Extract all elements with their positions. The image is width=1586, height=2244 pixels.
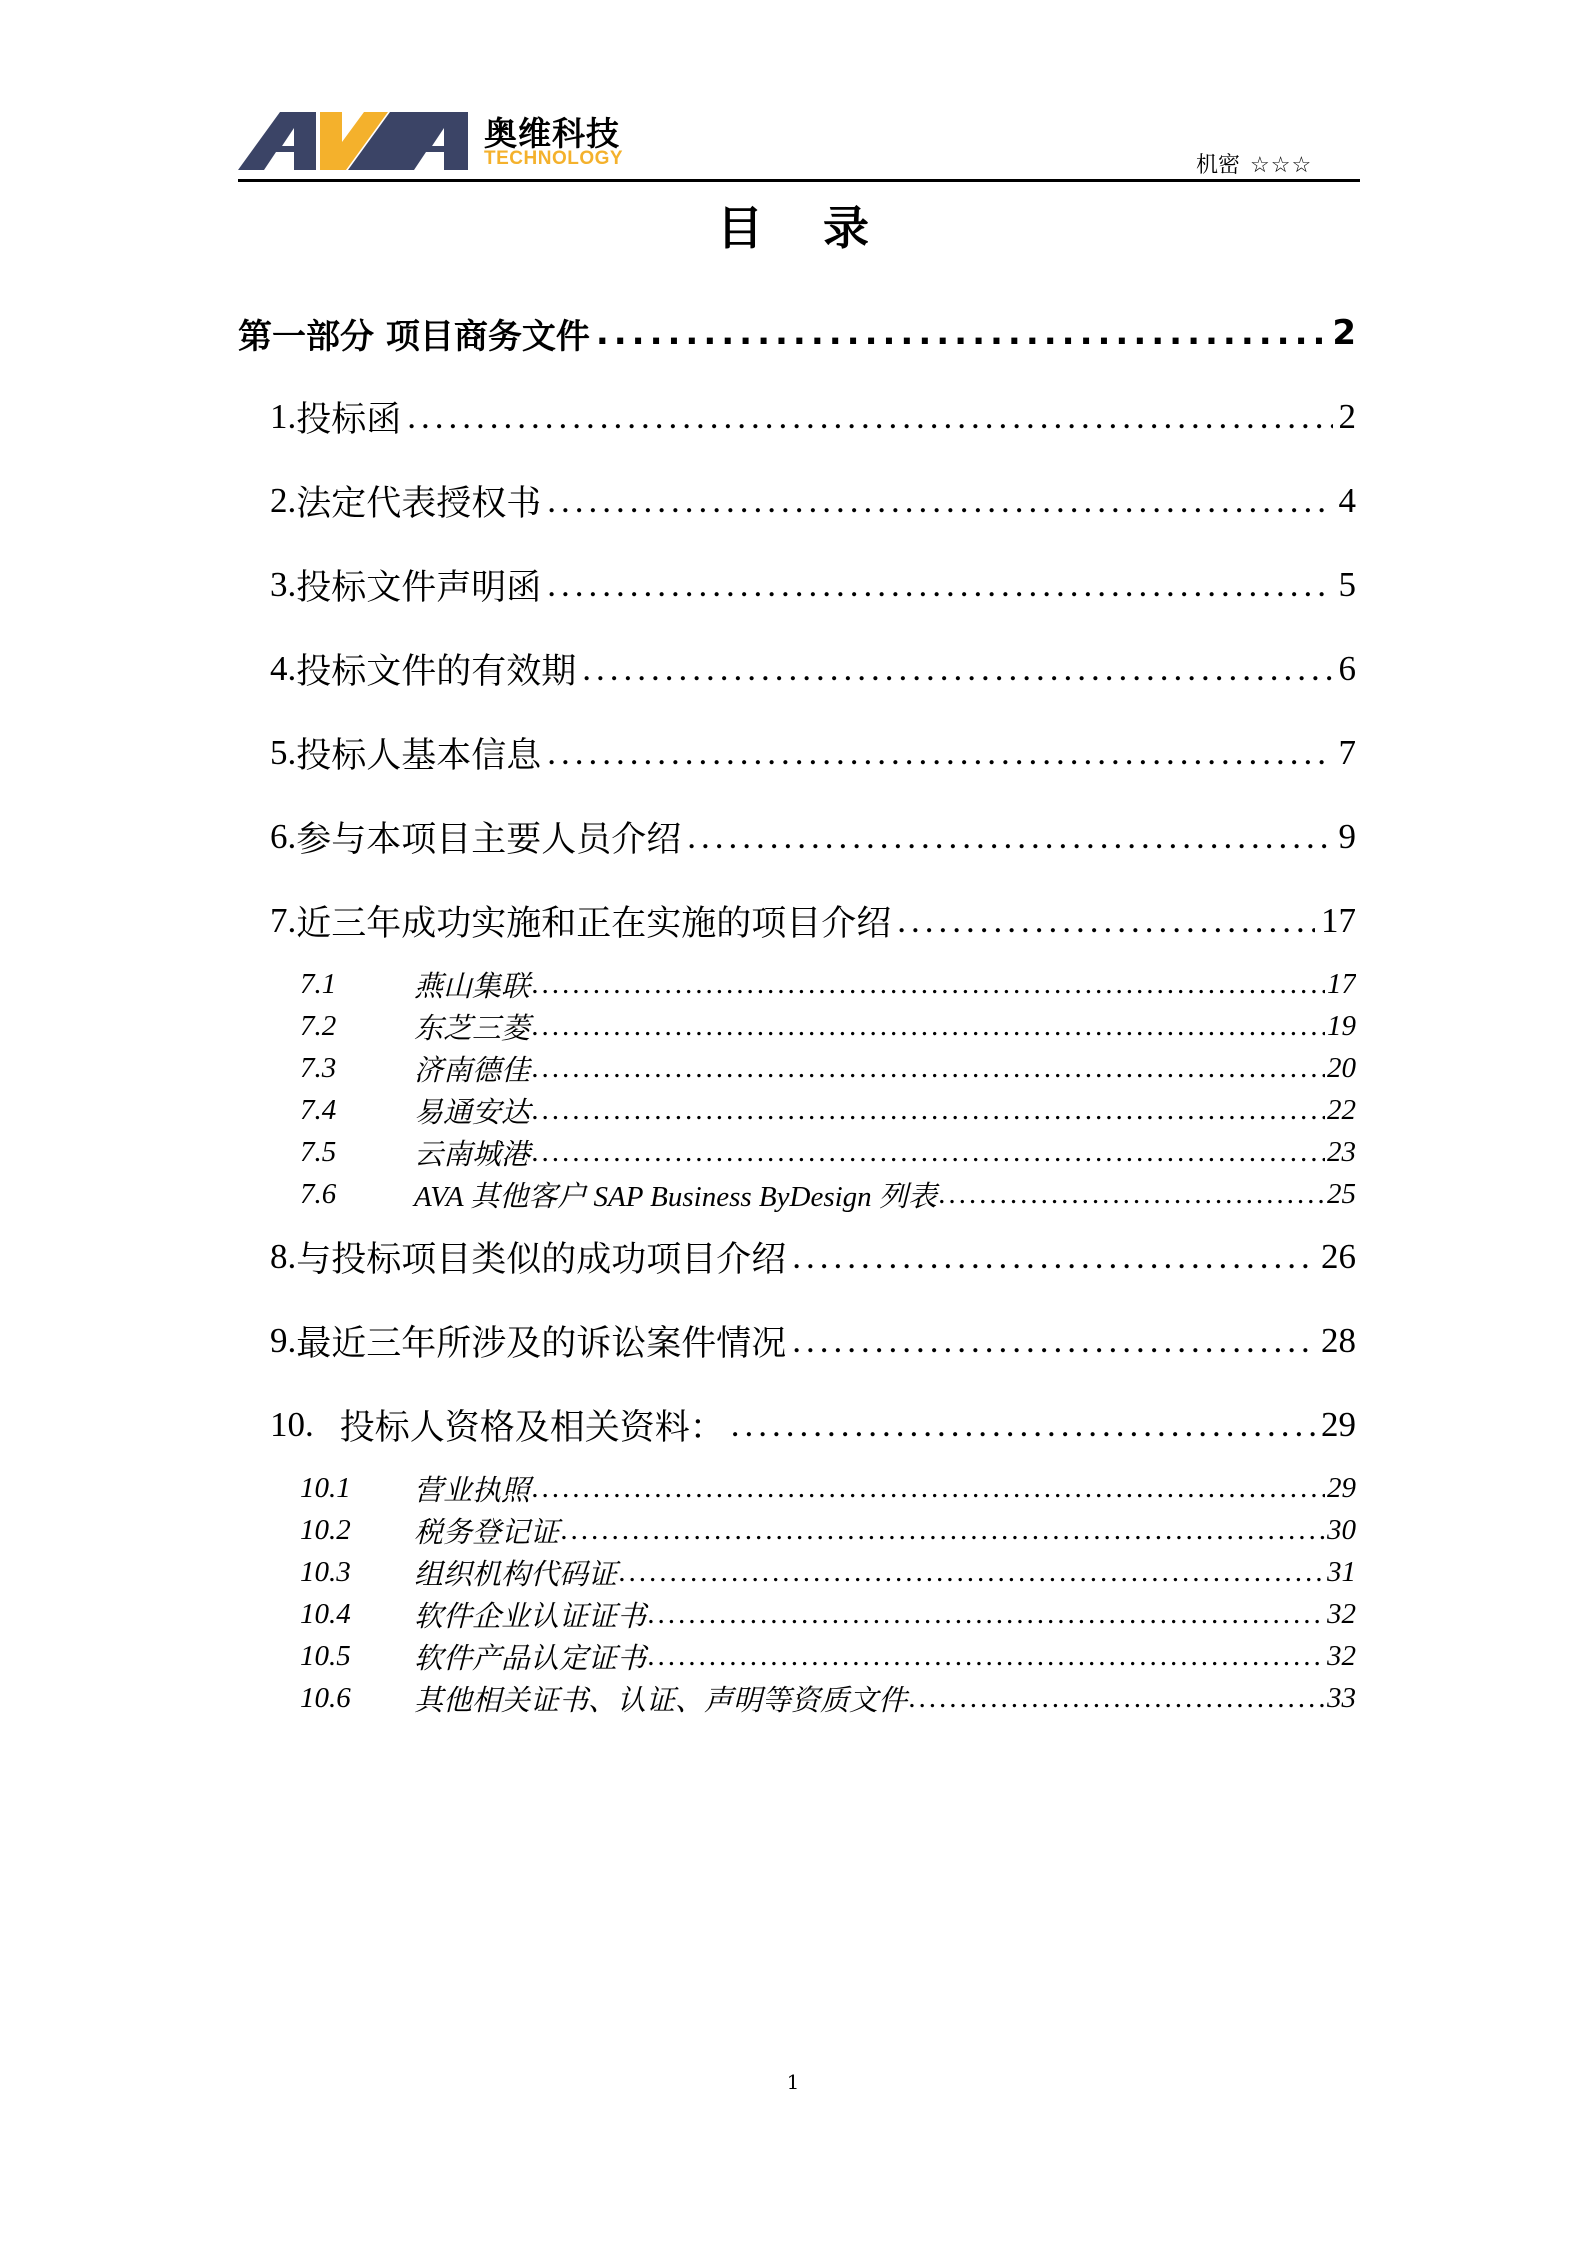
toc-entry[interactable] [238,1593,1356,1635]
toc-entry[interactable] [238,963,1356,1005]
dot-leader [582,649,1332,689]
toc-page: 23 [1327,1135,1356,1168]
toc-entry[interactable] [238,1467,1356,1509]
dot-leader [731,1405,1315,1445]
toc-number: 8. [270,1237,297,1276]
toc-number: 10.4 [300,1597,351,1630]
toc-text: 投标人基本信息 [296,736,542,775]
toc-page: 19 [1327,1009,1356,1042]
toc-page: 5 [1338,565,1356,604]
star-rating-icon: ☆☆☆ [1250,152,1313,177]
toc-text: 近三年成功实施和正在实施的项目介绍 [296,904,892,943]
toc-page: 6 [1338,649,1356,688]
toc-number: 10.5 [300,1639,351,1672]
toc-entry[interactable] [238,1383,1356,1467]
toc-text: 投标文件声明函 [296,568,542,607]
toc-page: 22 [1327,1093,1356,1126]
dot-leader [792,1321,1315,1361]
toc-entry[interactable] [238,1173,1356,1215]
toc-page: 32 [1327,1597,1356,1630]
dot-leader [547,565,1332,605]
dot-leader [532,1094,1325,1127]
title-char: 录 [823,201,869,255]
toc-entry[interactable] [238,627,1356,711]
toc-entry[interactable] [238,1005,1356,1047]
toc-page: 2 [1332,313,1356,353]
toc-entry[interactable] [238,1551,1356,1593]
toc-page: 2 [1338,397,1356,436]
dot-leader [792,1237,1315,1277]
toc-text: 组织机构代码证 [414,1558,618,1591]
toc-entry[interactable] [238,1131,1356,1173]
toc-text: 投标人资格及相关资料： [339,1408,725,1447]
toc-number: 7. [270,901,297,940]
toc-number: 7.3 [300,1051,337,1084]
toc-text: 软件产品认定证书 [414,1642,647,1675]
toc-number: 7.2 [300,1009,337,1042]
toc-page: 4 [1338,481,1356,520]
toc-number: 7.5 [300,1135,337,1168]
toc-text: 参与本项目主要人员介绍 [296,820,682,859]
dot-leader [532,1136,1325,1169]
toc-page: 17 [1327,967,1356,1000]
toc-text: 其他相关证书、认证、声明等资质文件 [414,1684,908,1717]
toc-entry[interactable] [238,795,1356,879]
dot-leader [532,968,1325,1001]
ava-logo-icon [238,112,468,170]
toc-entry[interactable] [238,1089,1356,1131]
toc-entry[interactable] [238,1215,1356,1299]
toc-page: 7 [1338,733,1356,772]
dot-leader [561,1514,1325,1547]
toc-page: 28 [1321,1321,1356,1360]
toc-number: 7.1 [300,967,337,1000]
confidentiality-mark [1196,148,1312,179]
toc-number: 10.3 [300,1555,351,1588]
toc-entry[interactable] [238,711,1356,795]
dot-leader [909,1682,1325,1715]
toc-entry[interactable] [238,543,1356,627]
toc-number: 3. [270,565,297,604]
toc-number: 10. [270,1405,314,1444]
company-name-cn: 奥维科技 [484,114,620,153]
company-logo [238,108,638,174]
toc-entry[interactable] [238,459,1356,543]
toc-text: 营业执照 [414,1474,531,1507]
dot-leader [532,1472,1325,1505]
toc-text: 税务登记证 [414,1516,560,1549]
toc-text: 最近三年所涉及的诉讼案件情况 [296,1324,787,1363]
toc-text: 云南城港 [414,1138,531,1171]
dot-leader [532,1010,1325,1043]
toc-number: 7.4 [300,1093,337,1126]
toc-page: 32 [1327,1639,1356,1672]
toc-number: 10.1 [300,1471,351,1504]
toc-number: 4. [270,649,297,688]
toc-page: 31 [1327,1555,1356,1588]
dot-leader [687,817,1332,857]
toc-entry[interactable] [238,1635,1356,1677]
toc-page: 29 [1327,1471,1356,1504]
toc-number: 10.2 [300,1513,351,1546]
toc-page: 33 [1327,1681,1356,1714]
toc-number: 7.6 [300,1177,337,1210]
toc-text: 东芝三菱 [414,1012,531,1045]
toc-entry[interactable] [238,1047,1356,1089]
company-name-en: TECHNOLOGY [484,148,624,169]
toc-page: 29 [1321,1405,1356,1444]
toc-page: 25 [1327,1177,1356,1210]
toc-text: AVA 其他客户 SAP Business ByDesign 列表 [414,1180,937,1213]
title-char: 目 [717,201,763,255]
dot-leader [596,313,1326,353]
table-of-contents [238,291,1356,1719]
dot-leader [407,397,1332,437]
toc-entry[interactable] [238,879,1356,963]
toc-text: 投标函 [296,400,402,439]
dot-leader [547,733,1332,773]
toc-number: 6. [270,817,297,856]
dot-leader [532,1052,1325,1085]
toc-page: 17 [1321,901,1356,940]
toc-page: 30 [1327,1513,1356,1546]
toc-text: 易通安达 [414,1096,531,1129]
toc-entry[interactable] [238,375,1356,459]
toc-text: 与投标项目类似的成功项目介绍 [296,1240,787,1279]
toc-text: 燕山集联 [414,970,531,1003]
dot-leader [648,1640,1325,1673]
toc-text: 软件企业认证证书 [414,1600,647,1633]
toc-page: 26 [1321,1237,1356,1276]
dot-leader [619,1556,1325,1589]
toc-part-entry[interactable] [238,291,1356,375]
toc-entry[interactable] [238,1677,1356,1719]
toc-number: 1. [270,397,297,436]
toc-entry[interactable] [238,1509,1356,1551]
toc-page: 20 [1327,1051,1356,1084]
toc-number: 10.6 [300,1681,351,1714]
page-number: 1 [786,2070,800,2094]
page-title [0,192,1586,258]
toc-text: 济南德佳 [414,1054,531,1087]
dot-leader [939,1178,1325,1211]
toc-number: 5. [270,733,297,772]
dot-leader [547,481,1332,521]
toc-number: 9. [270,1321,297,1360]
dot-leader [648,1598,1325,1631]
dot-leader [897,901,1315,941]
toc-text: 第一部分 项目商务文件 [238,316,590,357]
header-divider [238,179,1360,182]
confidential-label: 机密 [1196,152,1241,177]
toc-page: 9 [1338,817,1356,856]
toc-text: 投标文件的有效期 [296,652,577,691]
toc-entry[interactable] [238,1299,1356,1383]
toc-number: 2. [270,481,297,520]
toc-text: 法定代表授权书 [296,484,542,523]
